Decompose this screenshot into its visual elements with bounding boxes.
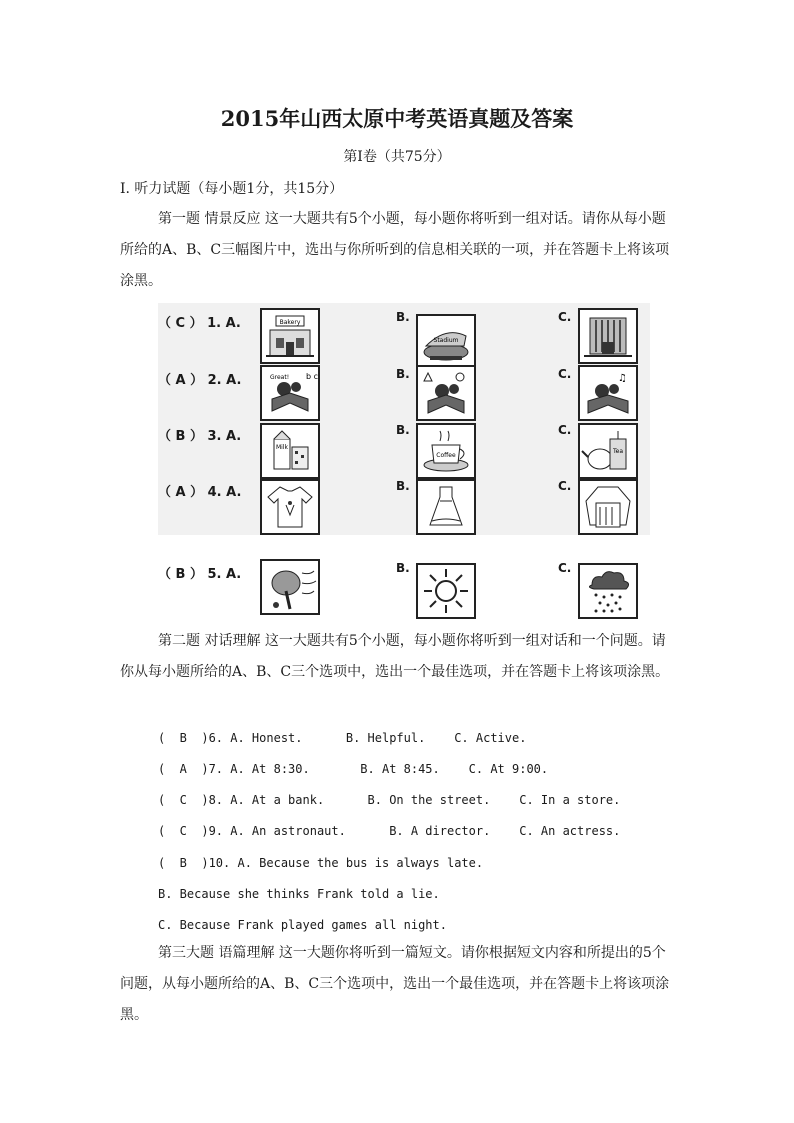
question-label: （ A ） 2. A. <box>158 373 242 388</box>
section-heading: I. 听力试题（每小题1分，共15分） <box>120 181 344 197</box>
part1-instructions <box>120 204 676 297</box>
part1-text: 第一题 情景反应 这一大题共有5个小题，每小题你将听到一组对话。请你从每小题所给的A、B、C三幅图片中，选出与你所听到的信息相关联的一项，并在答题卡上将该项涂黑。 <box>120 211 670 289</box>
part2-instructions <box>120 626 676 688</box>
dialog-question-10-option-c: C. Because Frank played games all night. <box>158 918 447 932</box>
question-label: （ B ） 3. A. <box>158 429 242 444</box>
option-c-letter: C. <box>558 310 572 324</box>
dialog-question-9: ( C )9. A. An astronaut. B. A director. C. An actress. <box>158 824 621 838</box>
milk-label: Milk <box>276 444 288 451</box>
sun-icon <box>416 563 476 619</box>
option-c-letter: C. <box>558 367 572 381</box>
dialog-question-6: ( B )6. A. Honest. B. Helpful. C. Active. <box>158 731 527 745</box>
student-reading-music-icon <box>578 365 638 421</box>
sweater-icon <box>578 479 638 535</box>
svg-text:♫: ♫ <box>618 373 627 384</box>
milk-carton-icon <box>260 423 320 479</box>
picture-question-row <box>158 308 650 368</box>
dialog-question-8: ( C )8. A. At a bank. B. On the street. C. In a store. <box>158 793 621 807</box>
dialog-question-10: ( B )10. A. Because the bus is always late. <box>158 856 484 870</box>
option-c-letter: C. <box>558 423 572 437</box>
t-shirt-icon <box>260 479 320 535</box>
option-c-letter: C. <box>558 479 572 493</box>
part2-text: 第二题 对话理解 这一大题共有5个小题，每小题你将听到一组对话和一个问题。请你从每小题所给的A、B、C三个选项中，选出一个最佳选项，并在答题卡上将该项涂黑。 <box>120 633 670 680</box>
rain-cloud-icon <box>578 563 638 619</box>
tea-pot-icon <box>578 423 638 479</box>
stadium-icon <box>416 314 476 370</box>
bakery-icon <box>260 308 320 364</box>
option-b-letter: B. <box>396 423 410 437</box>
bakery-sign: Bakery <box>279 319 301 326</box>
tea-label: Tea <box>612 448 624 455</box>
speech-text: Great! <box>270 374 290 381</box>
part3-text: 第三大题 语篇理解 这一大题你将听到一篇短文。请你根据短文内容和所提出的5个问题，从每小题所给的A、B、C三个选项中，选出一个最佳选项，并在答题卡上将该项涂黑。 <box>120 945 670 1023</box>
question-label: （ C ） 1. A. <box>158 316 241 331</box>
windy-tree-icon <box>260 559 320 615</box>
picture-question-row <box>158 475 650 535</box>
paper-subtitle: 第Ⅰ卷（共75分） <box>343 149 451 165</box>
dialog-question-7: ( A )7. A. At 8:30. B. At 8:45. C. At 9:00. <box>158 762 549 776</box>
dress-icon <box>416 479 476 535</box>
picture-question-row <box>158 363 650 423</box>
option-c-letter: C. <box>558 561 572 575</box>
page-title: 2015年山西太原中考英语真题及答案 <box>220 106 574 131</box>
stadium-sign: Stadium <box>433 337 459 344</box>
part3-instructions <box>120 938 676 1031</box>
svg-text:b c: b c <box>306 372 318 381</box>
coffee-cup-icon <box>416 423 476 479</box>
picture-questions-figure <box>158 303 650 621</box>
question-label: （ A ） 4. A. <box>158 485 242 500</box>
picture-question-row <box>158 559 650 621</box>
option-b-letter: B. <box>396 561 410 575</box>
coffee-label: Coffee <box>436 452 456 459</box>
dialog-question-10-option-b: B. Because she thinks Frank told a lie. <box>158 887 440 901</box>
option-b-letter: B. <box>396 479 410 493</box>
building-icon <box>578 308 638 364</box>
question-label: （ B ） 5. A. <box>158 567 242 582</box>
student-reading-letters-icon <box>260 365 320 421</box>
option-b-letter: B. <box>396 310 410 324</box>
option-b-letter: B. <box>396 367 410 381</box>
picture-question-row <box>158 419 650 479</box>
student-reading-science-icon <box>416 365 476 421</box>
